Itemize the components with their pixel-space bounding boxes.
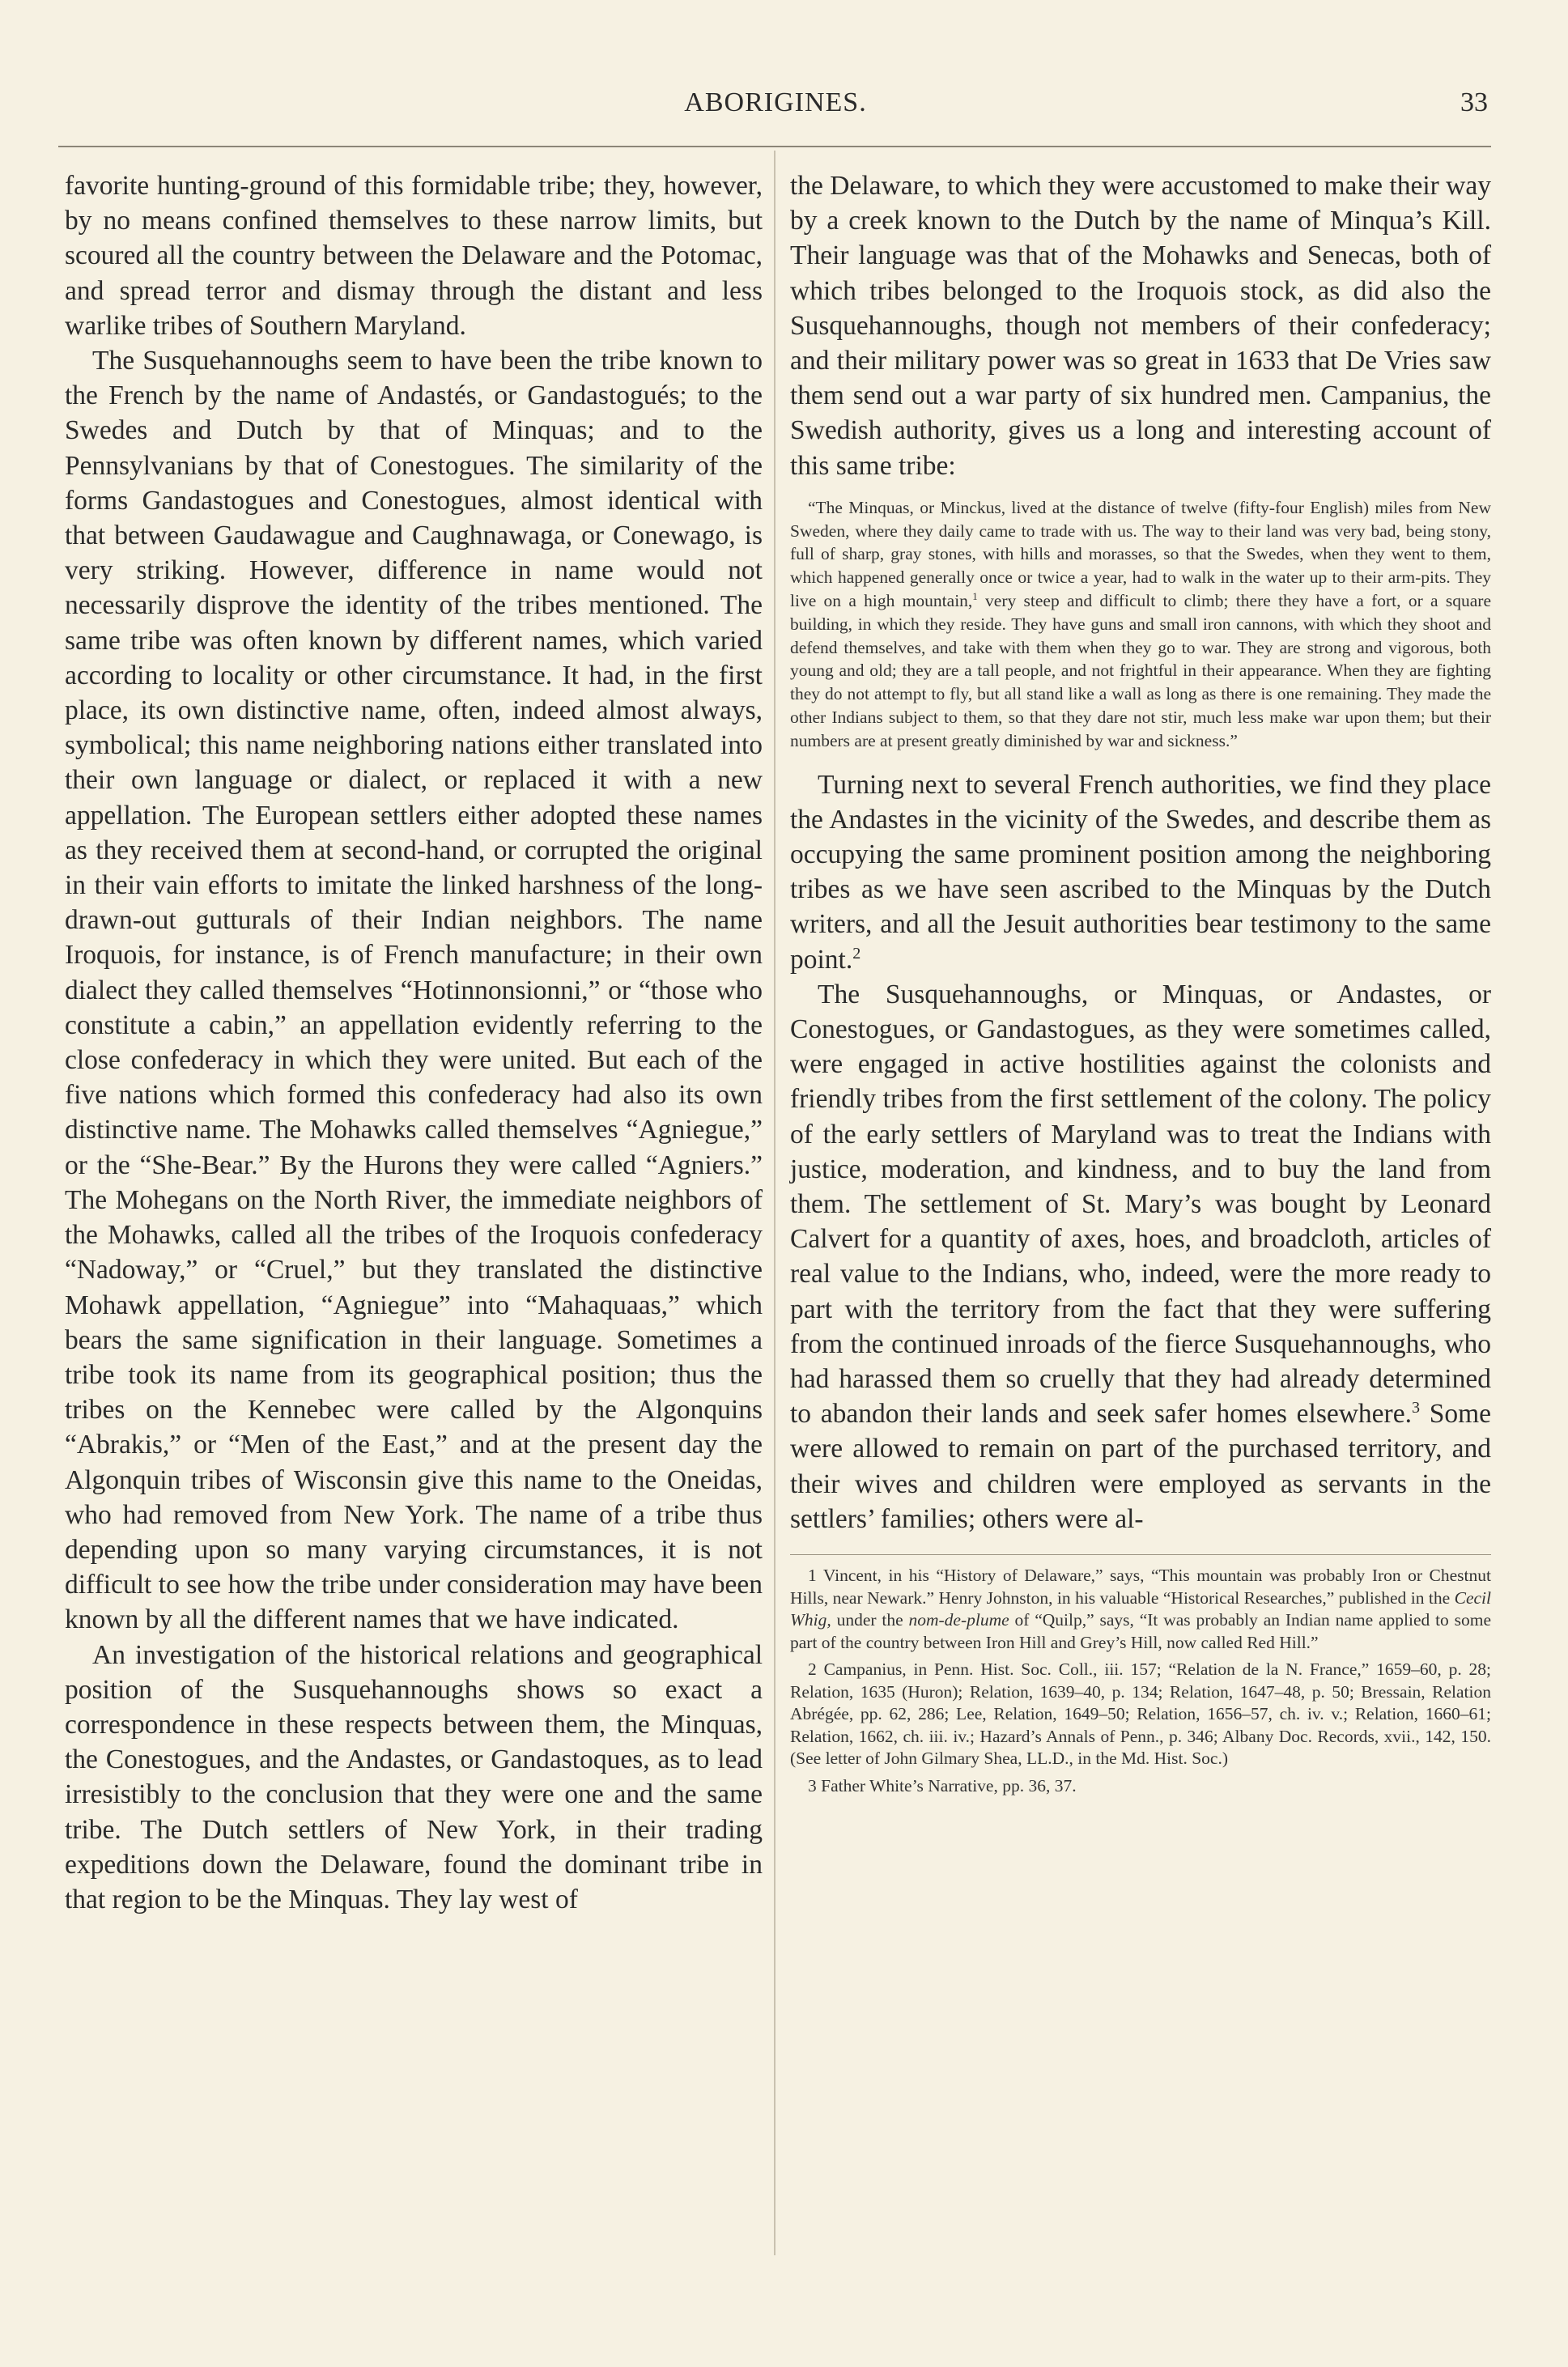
column-divider: [774, 151, 776, 2255]
running-header: [63, 84, 1488, 123]
paragraph: favorite hunting-ground of this formidable tribe; they, however, by no means confined themselves to these narrow limits, but scoured all the country between the Delaware and the Potomac, and spread terror and dismay through the distant and less warlike tribes of Southern Maryland.: [65, 171, 763, 341]
paragraph: [790, 977, 1491, 1536]
running-title: ABORIGINES.: [684, 87, 867, 117]
left-column: [65, 168, 763, 1917]
paragraph: An investigation of the historical relations and geographical position of the Susquehannoughs shows so exact a correspondence in these respects between them, the Minquas, the Conestogues, and the Andastes, or Gandastoques, as to lead irresistibly to the conclusion that they were one and the same tribe. The Dutch settlers of New York, in their trading expeditions down the Delaware, found the dominant tribe in that region to be the Minquas. They lay west of: [65, 1639, 763, 1914]
paragraph-text: Some were allowed to remain on part of the purchased territory, and their wives and children were employed as servants in the settlers’ families; others were al-: [790, 1399, 1492, 1534]
page-number: 33: [1460, 87, 1488, 117]
paragraph-text: The Susquehannoughs, or Minquas, or Andastes, or Conestogues, or Gandastogues, as they were sometimes called, were engaged in active hostilities against the colonists and friendly tribes from the first settlement of the colony. The policy of the early settlers of Maryland was to treat the Indians with justice, moderation, and kindness, and to buy the land from them. The settlement of St. Mary’s was bought by Leonard Calvert for a quantity of axes, hoes, and broadcloth, articles of real value to the Indians, who, indeed, were the more ready to part with the territory from the fact that they were suffering from the continued inroads of the fierce Susquehannoughs, who had harassed them so cruelly that they had already determined to abandon their lands and seek safer homes elsewhere.: [790, 979, 1491, 1430]
quote-text: very steep and difficult to climb; there they have a fort, or a square building, in which they reside. They have guns and small iron cannons, with which they shoot and defend themselves, and take with them when they go to war. They are strong and vigorous, both young and old; they are a tall people, and not frightful in their appearance. When they are fighting they do not attempt to fly, but all stand like a wall as long as there is one remaining. They made the other Indians subject to them, so that they dare not stir, much less make war upon them; but their numbers are at present greatly diminished by war and sickness.”: [790, 591, 1491, 750]
footnote: 2 Campanius, in Penn. Hist. Soc. Coll., iii. 157; “Relation de la N. France,” 1659–60, p. 28; Relation, 1635 (Huron); Relation, 1639–40, p. 134; Relation, 1647–48, p. 50; Bressain, Relation Abrégée, pp. 62, 286; Lee, Relation, 1649–50; Relation, 1656–57, ch. iv. v.; Relation, 1660–61; Relation, 1662, ch. iii. iv.; Hazard’s Annals of Penn., p. 346; Albany Doc. Records, xvii., 142, 150. (See letter of John Gilmary Shea, LL.D., in the Md. Hist. Soc.): [790, 1659, 1491, 1769]
footnote-text: 1 Vincent, in his “History of Delaware,” says, “This mountain was probably Iron or Chestnut Hills, near Newark.” Henry Johnston, in his valuable “Historical Researches,” published in the: [790, 1566, 1491, 1608]
right-column: [790, 168, 1491, 1797]
footnote-rule: [790, 1554, 1491, 1555]
footnote-ref: 1: [972, 590, 978, 602]
footnote-text: under the: [831, 1610, 909, 1630]
paragraph: The Susquehannoughs seem to have been the tribe known to the French by the name of Andastés, or Gandastogués; to the Swedes and Dutch by that of Minquas; and to the Pennsylvanians by that of Conestogues. The similarity of the forms Gandastogues and Conestogues, almost identical with that between Gaudawague and Caughnawaga, or Conewago, is very striking. However, difference in name would not necessarily disprove the identity of the tribes mentioned. The same tribe was often known by different names, which varied according to locality or other circumstance. It had, in the first place, its own distinctive name, often, indeed almost always, symbolical; this name neighboring nations either translated into their own language or dialect, or replaced it with a new appellation. The European settlers either adopted these names as they received them at second-hand, or corrupted the original in their vain efforts to imitate the linked harshness of the long-drawn-out gutturals of their Indian neighbors. The name Iroquois, for instance, is of French manufacture; in their own dialect they called themselves “Hotinnonsionni,” or “those who constitute a cabin,” an appellation evidently referring to the close confederacy in which they were united. But each of the five nations which formed this confederacy had also its own distinctive name. The Mohawks called themselves “Agniegue,” or the “She-Bear.” By the Hurons they were called “Agniers.” The Mohegans on the North River, the immediate neighbors of the Mohawks, called all the tribes of the Iroquois confederacy “Nadoway,” or “Cruel,” but they translated the distinctive Mohawk appellation, “Agniegue” into “Mahaquaas,” which bears the same signification in their language. Sometimes a tribe took its name from its geographical position; thus the tribes on the Kennebec were called by the Algonquins “Abrakis,” or “Men of the East,” and at the present day the Algonquin tribes of Wisconsin give this name to the Oneidas, who had removed from New York. The name of a tribe thus depending upon so many varying circumstances, it is not difficult to see how the tribe under consideration may have been known by all the different names that we have indicated.: [65, 346, 763, 1635]
header-rule: [58, 146, 1491, 147]
paragraph: the Delaware, to which they were accustomed to make their way by a creek known to the Dutch by the name of Minqua’s Kill. Their language was that of the Mohawks and Senecas, both of which tribes belonged to the Iroquois stock, as did also the Susquehannoughs, though not members of their confederacy; and their military power was so great in 1633 that De Vries saw them send out a war party of six hundred men. Campanius, the Swedish authority, gives us a long and interesting account of this same tribe:: [790, 171, 1491, 481]
footnote: 3 Father White’s Narrative, pp. 36, 37.: [808, 1775, 1077, 1795]
quote-text: “The Minquas, or Minckus, lived at the distance of twelve (fifty-four English) miles from New Sweden, where they daily came to trade with us. The way to their land was very bad, being stony, full of sharp, gray stones, with hills and morasses, so that the Swedes, when they went to them, which happened generally once or twice a year, had to walk in the water up to their arm-pits. They live on a high mountain,: [790, 497, 1491, 611]
paragraph-text: Turning next to several French authorities, we find they place the Andastes in the vicinity of the Swedes, and describe them as occupying the same prominent position among the neighboring tribes as we have seen ascribed to the Minquas by the Dutch writers, and all the Jesuit authorities bear testimony to the same point.: [790, 769, 1491, 975]
footnote: [790, 1565, 1491, 1654]
paragraph: [790, 767, 1491, 977]
footnote-ref: 2: [852, 944, 861, 963]
block-quote: [790, 496, 1491, 753]
footnote-italic: Cecil Whig,: [790, 1587, 1491, 1630]
footnote-ref: 3: [1411, 1399, 1420, 1417]
footnote-italic: nom-de-plume: [908, 1610, 1009, 1630]
footnote-text: of “Quilp,” says, “It was probably an Indian name applied to some part of the country between Iron Hill and Grey’s Hill, now called Red Hill.”: [790, 1610, 1492, 1652]
